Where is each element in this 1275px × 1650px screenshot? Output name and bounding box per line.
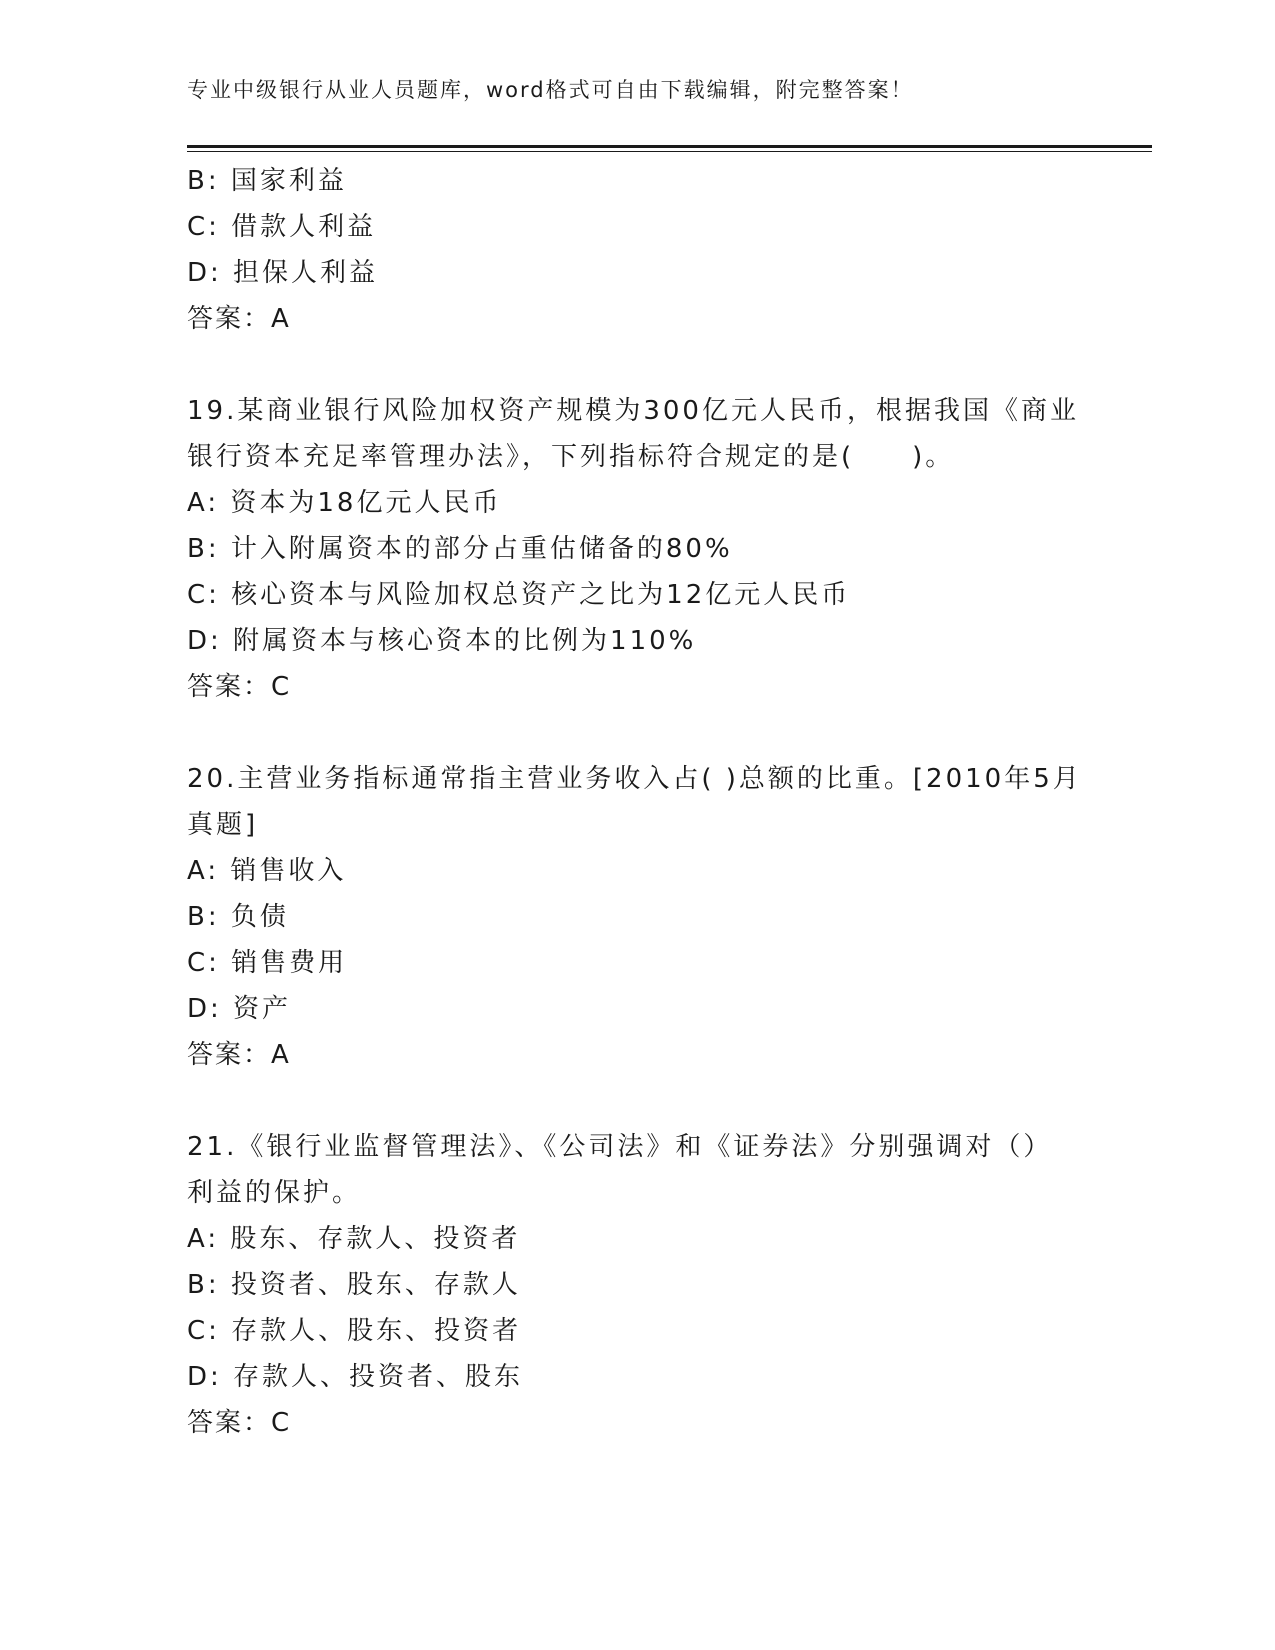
answer-line: 答案：C	[187, 672, 292, 702]
page-header: 专业中级银行从业人员题库，word格式可自由下载编辑，附完整答案！	[187, 78, 914, 102]
prev-question	[187, 158, 1087, 342]
question-stem: 21.《银行业监督管理法》、《公司法》和《证券法》分别强调对（）	[187, 1132, 1053, 1162]
option-b: B: 投资者、股东、存款人	[187, 1270, 521, 1300]
option-d: D: 担保人利益	[187, 258, 379, 288]
answer-line: 答案：A	[187, 1040, 291, 1070]
option-d: D: 附属资本与核心资本的比例为110%	[187, 626, 697, 656]
header-rule-thick	[187, 145, 1152, 148]
option-d: D: 存款人、投资者、股东	[187, 1362, 524, 1392]
option-b: B: 负债	[187, 902, 289, 932]
option-d: D: 资产	[187, 994, 292, 1024]
question-content	[187, 158, 1087, 1446]
header-rule-thin	[187, 151, 1152, 152]
question-stem: 利益的保护。	[187, 1178, 362, 1208]
answer-line: 答案：A	[187, 304, 291, 334]
option-b: B: 国家利益	[187, 166, 347, 196]
option-c: C: 销售费用	[187, 948, 348, 978]
question-stem: 银行资本充足率管理办法》，下列指标符合规定的是( )。	[187, 442, 955, 472]
option-a: A: 股东、存款人、投资者	[187, 1224, 521, 1254]
option-c: C: 核心资本与风险加权总资产之比为12亿元人民币	[187, 580, 851, 610]
option-a: A: 资本为18亿元人民币	[187, 488, 502, 518]
option-c: C: 借款人利益	[187, 212, 377, 242]
question-stem: 真题]	[187, 810, 259, 840]
option-c: C: 存款人、股东、投资者	[187, 1316, 522, 1346]
question-20	[187, 756, 1087, 1078]
option-b: B: 计入附属资本的部分占重估储备的80%	[187, 534, 733, 564]
question-19	[187, 388, 1087, 710]
answer-line: 答案：C	[187, 1408, 292, 1438]
option-a: A: 销售收入	[187, 856, 347, 886]
question-stem: 19.某商业银行风险加权资产规模为300亿元人民币，根据我国《商业	[187, 396, 1079, 426]
question-stem: 20.主营业务指标通常指主营业务收入占( )总额的比重。[2010年5月	[187, 764, 1082, 794]
question-21	[187, 1124, 1087, 1446]
